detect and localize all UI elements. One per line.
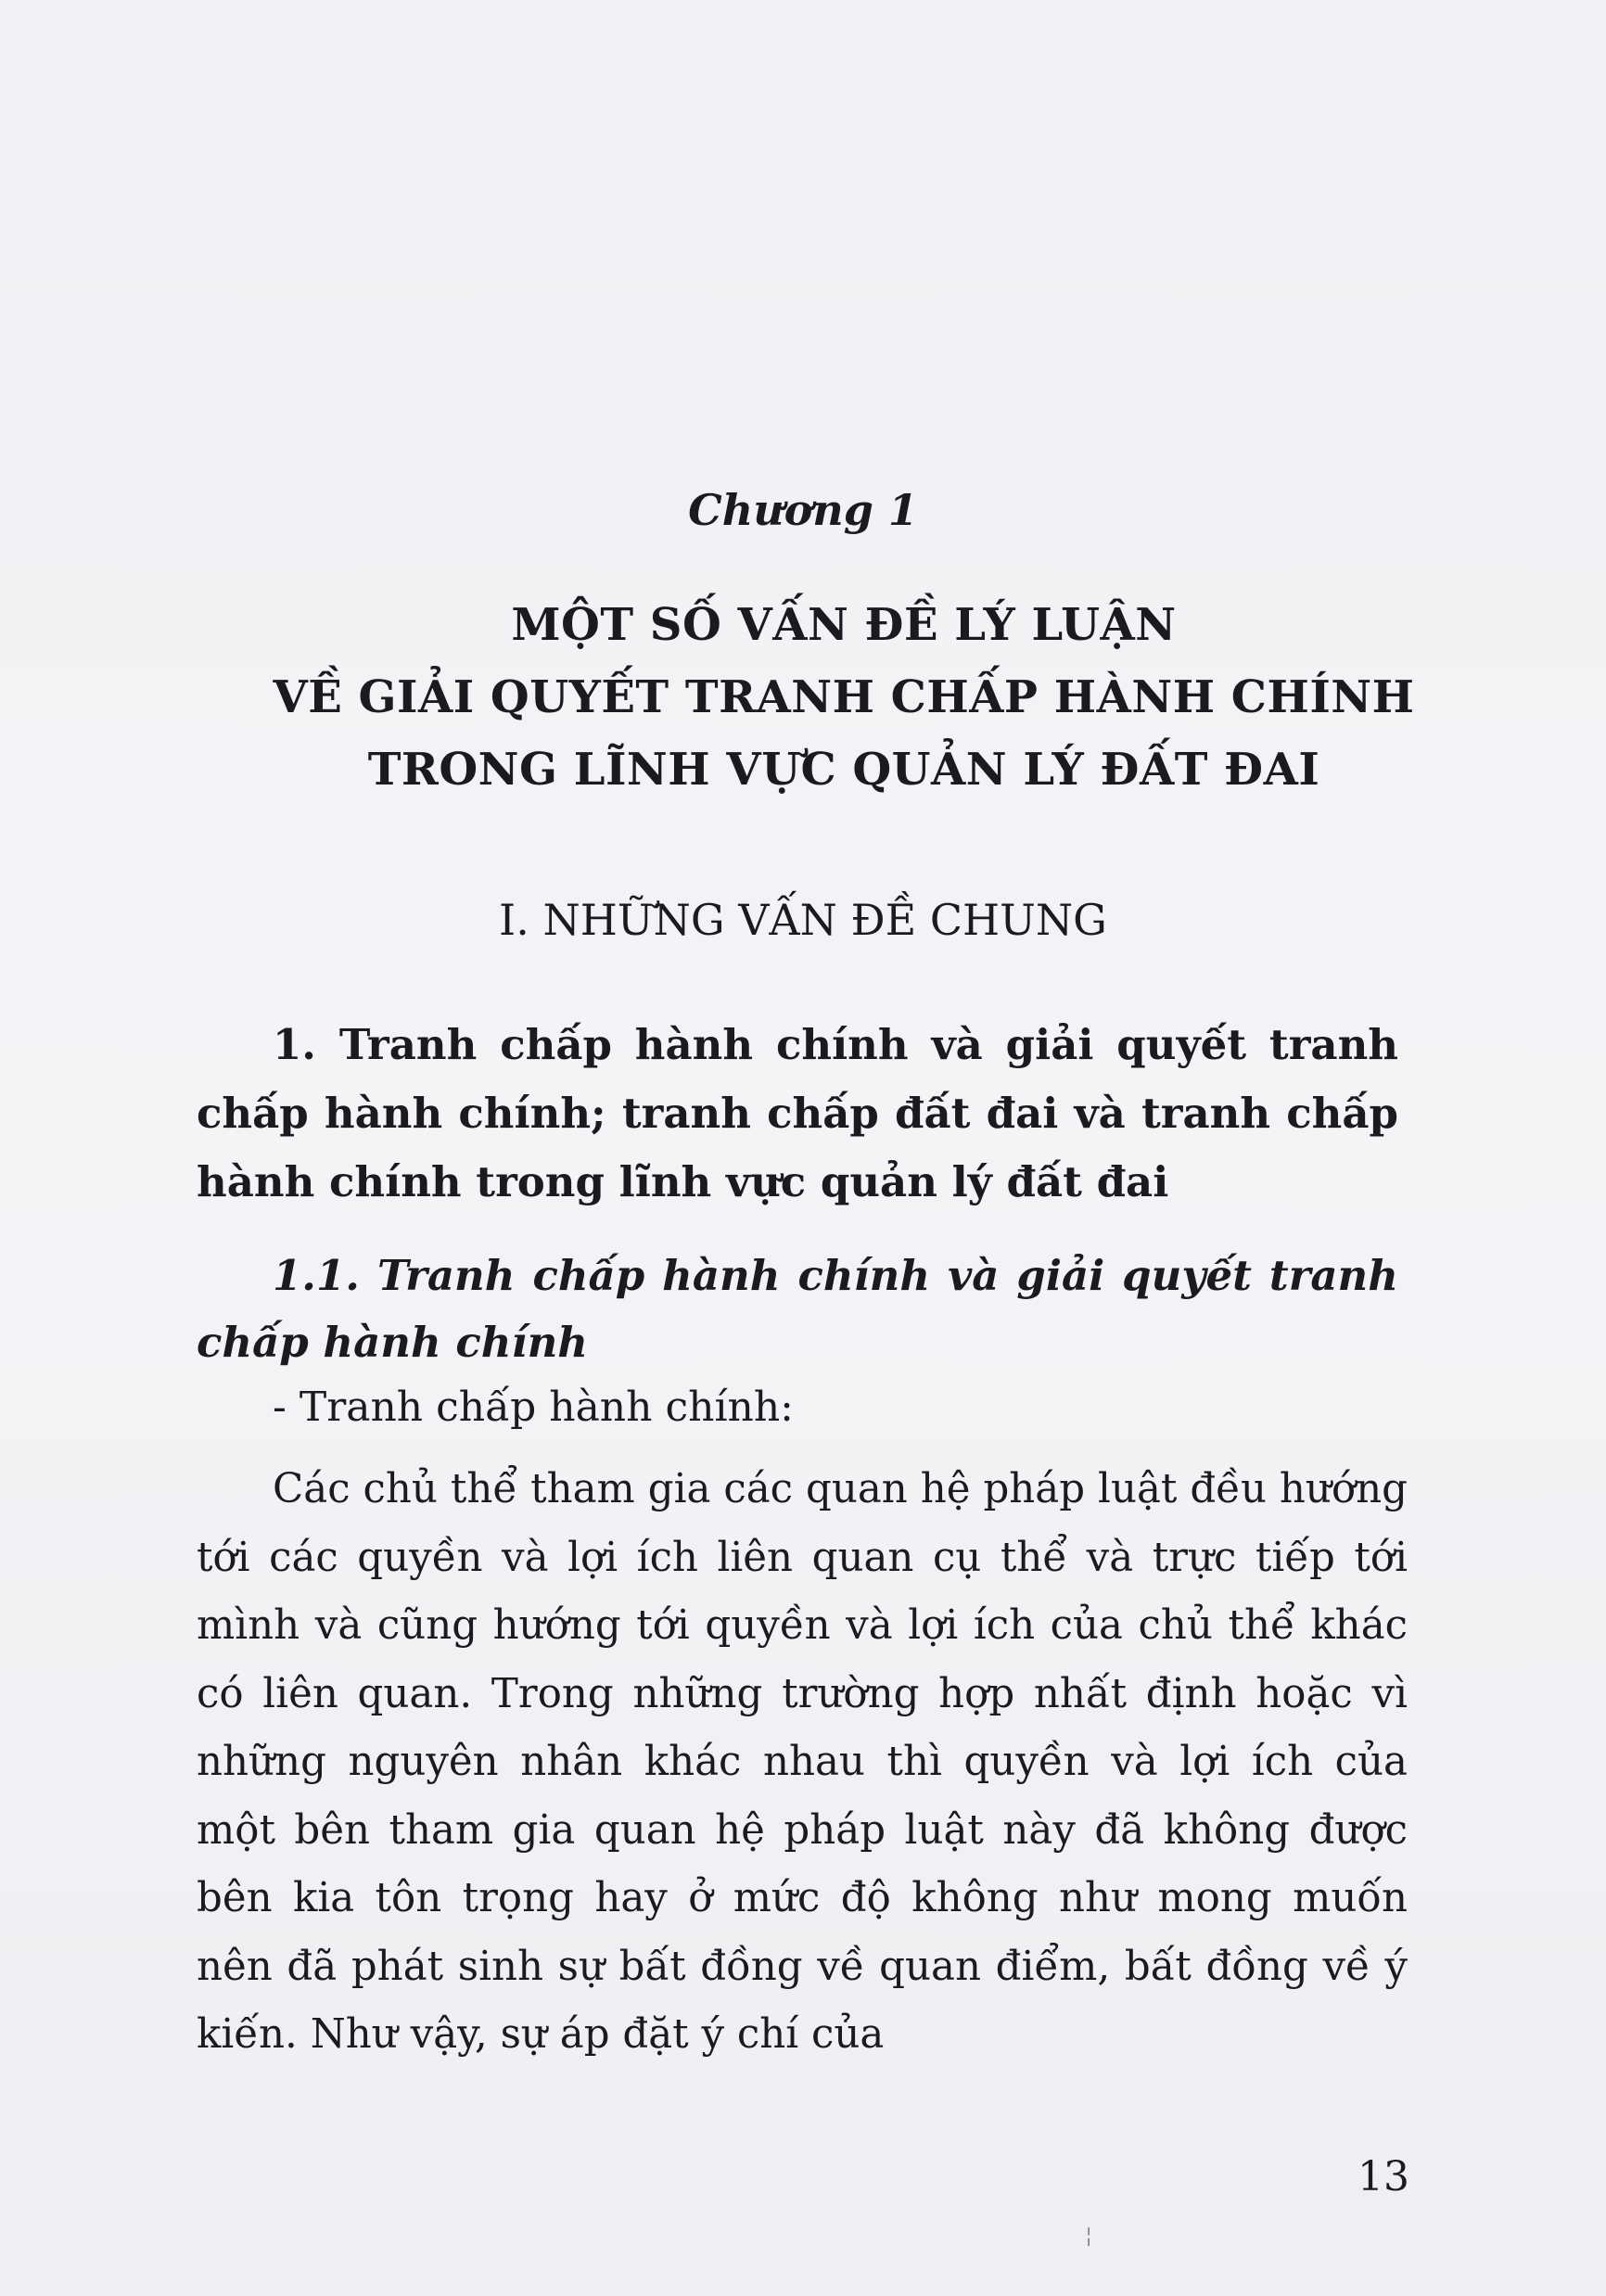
section-heading: I. NHỮNG VẤN ĐỀ CHUNG — [499, 895, 1107, 945]
chapter-title-line-2: VỀ GIẢI QUYẾT TRANH CHẤP HÀNH CHÍNH — [273, 671, 1415, 723]
subsection-heading: 1. Tranh chấp hành chính và giải quyết tranh chấp hành chính; tranh chấp đất đai và tranh chấp hành chính trong lĩnh vực quản lý đất đai — [197, 1020, 1398, 1206]
chapter-title-line-1: MỘT SỐ VẤN ĐỀ LÝ LUẬN — [511, 599, 1177, 651]
chapter-title-line-3: TRONG LĨNH VỰC QUẢN LÝ ĐẤT ĐAI — [367, 744, 1320, 796]
subsubsection-heading: 1.1. Tranh chấp hành chính và giải quyết tranh chấp hành chính — [197, 1251, 1398, 1367]
scan-mark: ╎ — [1083, 2226, 1095, 2248]
chapter-label: Chương 1 — [688, 485, 918, 535]
body-paragraph: Các chủ thể tham gia các quan hệ pháp luật đều hướng tới các quyền và lợi ích liên quan cụ thể và trực tiếp tới mình và cũng hướng tới quyền và lợi ích của chủ thể khác có liên quan. Trong những trường hợp nhất định hoặc vì những nguyên nhân khác nhau thì quyền và lợi ích của một bên tham gia quan hệ pháp luật này đã không được bên kia tôn trọng hay ở mức độ không như mong muốn nên đã phát sinh sự bất đồng về quan điểm, bất đồng về ý kiến. Như vậy, sự áp đặt ý chí của — [197, 1466, 1408, 2058]
dash-list-item: - Tranh chấp hành chính: — [273, 1384, 795, 1431]
page-number: 13 — [1357, 2153, 1409, 2200]
chapter-title — [167, 589, 1521, 806]
